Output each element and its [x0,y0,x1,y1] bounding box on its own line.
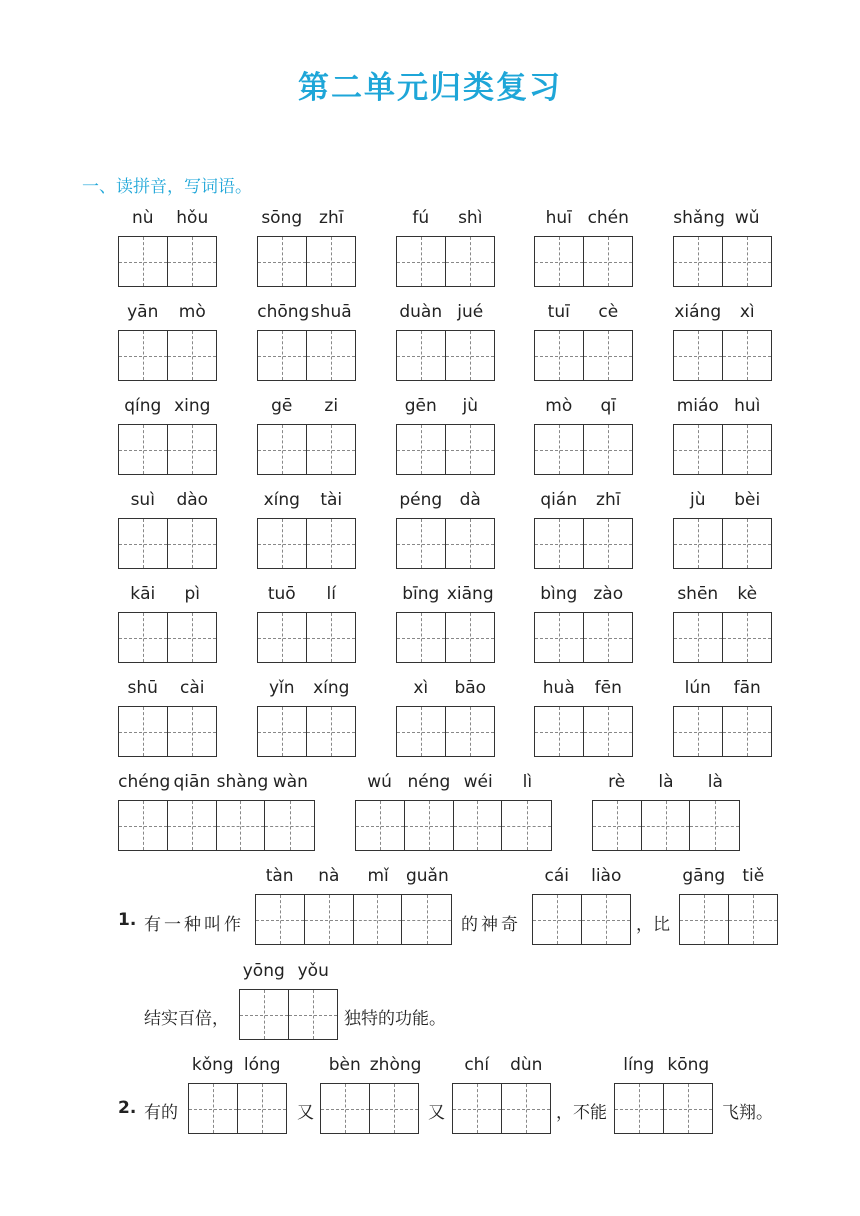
answer-box[interactable] [396,612,495,663]
pinyin-syllable: huà [542,678,575,698]
pinyin-syllable: pì [184,584,200,604]
writing-cell[interactable] [615,1084,664,1133]
sentence-2-text-c: 又 [428,1103,445,1123]
pinyin-syllable: jù [462,396,478,416]
pinyin-syllable: zào [593,584,624,604]
answer-box[interactable] [452,1083,551,1134]
pinyin-syllable: wéi [463,772,493,792]
answer-box[interactable] [534,236,633,287]
answer-box[interactable] [673,612,772,663]
pinyin-syllable: chōng [257,302,310,322]
answer-box[interactable] [534,706,633,757]
pinyin-syllable: chí [464,1055,490,1075]
pinyin-syllable: dà [459,490,481,510]
pinyin-syllable: kǒng [191,1055,234,1075]
writing-cell[interactable] [723,519,772,568]
pinyin-syllable: bèi [734,490,761,510]
writing-cell[interactable] [674,425,723,474]
writing-cell[interactable] [119,519,168,568]
writing-cell[interactable] [674,613,723,662]
writing-cell[interactable] [321,1084,370,1133]
pinyin-syllable: nù [131,208,154,228]
pinyin-row [118,208,217,230]
answer-box[interactable] [118,236,217,287]
writing-cell[interactable] [446,519,495,568]
writing-cell[interactable] [168,801,217,850]
writing-cell[interactable] [397,237,446,286]
answer-box[interactable] [592,800,740,851]
writing-cell[interactable] [256,895,305,944]
pinyin-row [679,866,778,888]
pinyin-syllable: hǒu [176,208,209,228]
writing-cell[interactable] [723,425,772,474]
writing-cell[interactable] [168,613,217,662]
pinyin-row [188,1055,287,1077]
pinyin-syllable: xíng [313,678,350,698]
pinyin-syllable: yǐn [268,678,295,698]
pinyin-syllable: chéng [118,772,171,792]
writing-cell[interactable] [535,519,584,568]
answer-box[interactable] [118,330,217,381]
pinyin-syllable: zi [324,396,339,416]
pinyin-row [396,208,495,230]
writing-cell[interactable] [258,613,307,662]
writing-cell[interactable] [356,801,405,850]
pinyin-syllable: xíng [263,490,300,510]
answer-box[interactable] [118,424,217,475]
pinyin-row [673,396,772,418]
pinyin-syllable: suì [130,490,155,510]
writing-cell[interactable] [119,707,168,756]
writing-cell[interactable] [119,801,168,850]
answer-box[interactable] [188,1083,287,1134]
answer-box[interactable] [239,989,338,1040]
pinyin-syllable: qíng [124,396,162,416]
pinyin-syllable: tuī [547,302,570,322]
pinyin-syllable: mǐ [367,866,389,886]
writing-cell[interactable] [189,1084,238,1133]
pinyin-row [257,396,356,418]
writing-cell[interactable] [690,801,739,850]
answer-box[interactable] [396,706,495,757]
writing-cell[interactable] [168,707,217,756]
pinyin-row [396,490,495,512]
writing-cell[interactable] [238,1084,287,1133]
pinyin-syllable: xì [413,678,429,698]
pinyin-syllable: shǎng [673,208,725,228]
pinyin-syllable: shàng [216,772,269,792]
answer-box[interactable] [118,518,217,569]
pinyin-row [257,490,356,512]
pinyin-row [118,678,217,700]
pinyin-row [257,584,356,606]
pinyin-syllable: zhòng [369,1055,422,1075]
pinyin-syllable: kōng [667,1055,710,1075]
pinyin-syllable: xiāng [446,584,494,604]
pinyin-syllable: péng [399,490,443,510]
pinyin-syllable: tiě [742,866,765,886]
answer-box[interactable] [673,518,772,569]
pinyin-row [118,584,217,606]
pinyin-syllable: bīng [402,584,440,604]
pinyin-syllable: dùn [510,1055,543,1075]
pinyin-syllable: dào [176,490,209,510]
writing-cell[interactable] [593,801,642,850]
writing-cell[interactable] [584,331,633,380]
pinyin-syllable: bāo [454,678,487,698]
pinyin-syllable: bèn [328,1055,361,1075]
answer-box[interactable] [118,612,217,663]
pinyin-syllable: nà [318,866,340,886]
pinyin-syllable: lún [684,678,711,698]
sentence-2-text-e: 飞翔。 [722,1103,773,1123]
answer-box[interactable] [257,706,356,757]
writing-cell[interactable] [642,801,691,850]
writing-cell[interactable] [397,707,446,756]
pinyin-row [396,396,495,418]
writing-cell[interactable] [446,237,495,286]
writing-cell[interactable] [258,425,307,474]
pinyin-row [396,584,495,606]
pinyin-row [673,584,772,606]
writing-cell[interactable] [582,895,631,944]
writing-cell[interactable] [307,707,356,756]
answer-box[interactable] [679,894,778,945]
answer-box[interactable] [396,236,495,287]
writing-cell[interactable] [258,237,307,286]
sentence-1-text-d: 结实百倍， [144,1009,229,1029]
answer-box[interactable] [320,1083,419,1134]
pinyin-syllable: liào [591,866,622,886]
answer-box[interactable] [673,236,772,287]
answer-box[interactable] [673,424,772,475]
writing-cell[interactable] [454,801,503,850]
writing-cell[interactable] [307,237,356,286]
writing-cell[interactable] [729,895,778,944]
writing-cell[interactable] [289,990,338,1039]
writing-cell[interactable] [397,519,446,568]
pinyin-syllable: rè [608,772,626,792]
pinyin-row [118,302,217,324]
pinyin-syllable: néng [407,772,451,792]
writing-cell[interactable] [307,425,356,474]
pinyin-syllable: guǎn [405,866,449,886]
pinyin-syllable: tài [320,490,343,510]
sentence-1-text-c: ，比 [636,915,670,935]
writing-cell[interactable] [258,331,307,380]
answer-box[interactable] [257,424,356,475]
pinyin-row [614,1055,713,1077]
pinyin-row [673,302,772,324]
writing-cell[interactable] [584,425,633,474]
writing-cell[interactable] [397,613,446,662]
writing-cell[interactable] [584,613,633,662]
pinyin-row [534,396,633,418]
writing-cell[interactable] [168,519,217,568]
writing-cell[interactable] [723,237,772,286]
writing-cell[interactable] [119,425,168,474]
answer-box[interactable] [534,424,633,475]
answer-box[interactable] [257,330,356,381]
pinyin-syllable: lí [326,584,336,604]
pinyin-row [257,208,356,230]
writing-cell[interactable] [674,707,723,756]
pinyin-syllable: chén [587,208,629,228]
pinyin-syllable: yǒu [297,961,329,981]
sentence-1-text-a: 有一种叫作 [144,915,244,935]
pinyin-syllable: wú [367,772,392,792]
pinyin-syllable: shēn [677,584,719,604]
pinyin-row [452,1055,551,1077]
answer-box[interactable] [257,236,356,287]
answer-box[interactable] [534,518,633,569]
pinyin-row [118,396,217,418]
writing-cell[interactable] [502,1084,551,1133]
pinyin-row [534,208,633,230]
writing-cell[interactable] [674,519,723,568]
pinyin-syllable: wàn [272,772,308,792]
answer-box[interactable] [673,706,772,757]
writing-cell[interactable] [258,519,307,568]
pinyin-syllable: jué [457,302,484,322]
writing-cell[interactable] [674,237,723,286]
answer-box[interactable] [257,518,356,569]
writing-cell[interactable] [446,613,495,662]
writing-cell[interactable] [258,707,307,756]
answer-box[interactable] [614,1083,713,1134]
sentence-1-number: 1. [118,910,137,930]
writing-cell[interactable] [535,425,584,474]
pinyin-syllable: cài [180,678,205,698]
pinyin-syllable: là [707,772,723,792]
pinyin-row [239,961,338,983]
pinyin-syllable: mò [178,302,206,322]
writing-cell[interactable] [723,707,772,756]
pinyin-syllable: duàn [399,302,443,322]
answer-box[interactable] [534,330,633,381]
pinyin-syllable: fú [412,208,430,228]
pinyin-syllable: xing [174,396,211,416]
pinyin-syllable: qī [600,396,616,416]
writing-cell[interactable] [584,237,633,286]
pinyin-row [396,678,495,700]
pinyin-row [534,584,633,606]
pinyin-syllable: shū [127,678,158,698]
answer-box[interactable] [257,612,356,663]
writing-cell[interactable] [397,425,446,474]
writing-cell[interactable] [119,331,168,380]
writing-cell[interactable] [446,331,495,380]
writing-cell[interactable] [168,237,217,286]
pinyin-row [257,302,356,324]
pinyin-syllable: kè [737,584,758,604]
writing-cell[interactable] [535,613,584,662]
answer-box[interactable] [673,330,772,381]
answer-box[interactable] [396,330,495,381]
sentence-2-text-d: ，不能 [556,1103,607,1123]
writing-cell[interactable] [265,801,314,850]
answer-box[interactable] [118,800,315,851]
writing-cell[interactable] [446,707,495,756]
pinyin-row [532,866,631,888]
pinyin-syllable: miáo [676,396,719,416]
writing-cell[interactable] [446,425,495,474]
writing-cell[interactable] [535,331,584,380]
pinyin-row [534,302,633,324]
writing-cell[interactable] [307,613,356,662]
pinyin-syllable: xiáng [674,302,722,322]
pinyin-syllable: zhī [596,490,621,510]
writing-cell[interactable] [502,801,551,850]
pinyin-syllable: jù [690,490,706,510]
writing-cell[interactable] [402,895,451,944]
pinyin-syllable: yān [127,302,159,322]
pinyin-row [592,772,740,794]
writing-cell[interactable] [405,801,454,850]
pinyin-syllable: tuō [267,584,296,604]
sentence-1-text-b: 的神奇 [461,915,521,935]
pinyin-syllable: huì [734,396,761,416]
pinyin-syllable: bìng [540,584,578,604]
writing-cell[interactable] [217,801,266,850]
pinyin-syllable: fēn [594,678,622,698]
pinyin-syllable: là [658,772,674,792]
pinyin-syllable: fān [733,678,761,698]
answer-box[interactable] [396,518,495,569]
pinyin-row [534,490,633,512]
writing-cell[interactable] [535,237,584,286]
pinyin-row [673,678,772,700]
writing-cell[interactable] [307,331,356,380]
pinyin-row [396,302,495,324]
pinyin-syllable: mò [545,396,573,416]
writing-cell[interactable] [119,613,168,662]
pinyin-syllable: shì [458,208,483,228]
pinyin-syllable: sōng [261,208,303,228]
pinyin-row [118,772,315,794]
answer-box[interactable] [532,894,631,945]
pinyin-row [355,772,552,794]
sentence-2-text-b: 又 [297,1103,314,1123]
writing-cell[interactable] [370,1084,419,1133]
pinyin-syllable: qiān [173,772,211,792]
sentence-2-text-a: 有的 [144,1103,178,1123]
pinyin-syllable: gē [271,396,293,416]
page-title: 第二单元归类复习 [298,70,562,106]
pinyin-syllable: lì [522,772,533,792]
pinyin-syllable: tàn [265,866,294,886]
pinyin-syllable: huī [545,208,572,228]
pinyin-row [534,678,633,700]
pinyin-row [255,866,452,888]
pinyin-syllable: gēn [404,396,437,416]
pinyin-row [320,1055,422,1077]
writing-cell[interactable] [168,331,217,380]
pinyin-syllable: líng [623,1055,655,1075]
writing-cell[interactable] [240,990,289,1039]
pinyin-row [673,490,772,512]
answer-box[interactable] [118,706,217,757]
writing-cell[interactable] [307,519,356,568]
pinyin-syllable: lóng [243,1055,281,1075]
writing-cell[interactable] [533,895,582,944]
pinyin-syllable: cái [544,866,569,886]
answer-box[interactable] [355,800,552,851]
pinyin-syllable: kāi [130,584,156,604]
writing-cell[interactable] [680,895,729,944]
pinyin-syllable: yōng [242,961,285,981]
pinyin-syllable: wǔ [734,208,760,228]
writing-cell[interactable] [584,519,633,568]
writing-cell[interactable] [584,707,633,756]
sentence-1-text-e: 独特的功能。 [344,1009,446,1029]
pinyin-row [118,490,217,512]
sentence-2-number: 2. [118,1098,137,1118]
writing-cell[interactable] [397,331,446,380]
writing-cell[interactable] [453,1084,502,1133]
section-heading: 一、读拼音，写词语。 [82,177,252,197]
pinyin-syllable: gāng [682,866,726,886]
pinyin-syllable: cè [598,302,619,322]
answer-box[interactable] [255,894,452,945]
answer-box[interactable] [396,424,495,475]
pinyin-syllable: xì [739,302,755,322]
writing-cell[interactable] [664,1084,713,1133]
pinyin-syllable: zhī [319,208,344,228]
writing-cell[interactable] [168,425,217,474]
pinyin-row [673,208,772,230]
writing-cell[interactable] [305,895,354,944]
pinyin-row [257,678,356,700]
pinyin-syllable: qián [540,490,578,510]
writing-cell[interactable] [535,707,584,756]
writing-cell[interactable] [354,895,403,944]
writing-cell[interactable] [119,237,168,286]
writing-cell[interactable] [723,613,772,662]
answer-box[interactable] [534,612,633,663]
writing-cell[interactable] [674,331,723,380]
writing-cell[interactable] [723,331,772,380]
pinyin-syllable: shuā [310,302,352,322]
